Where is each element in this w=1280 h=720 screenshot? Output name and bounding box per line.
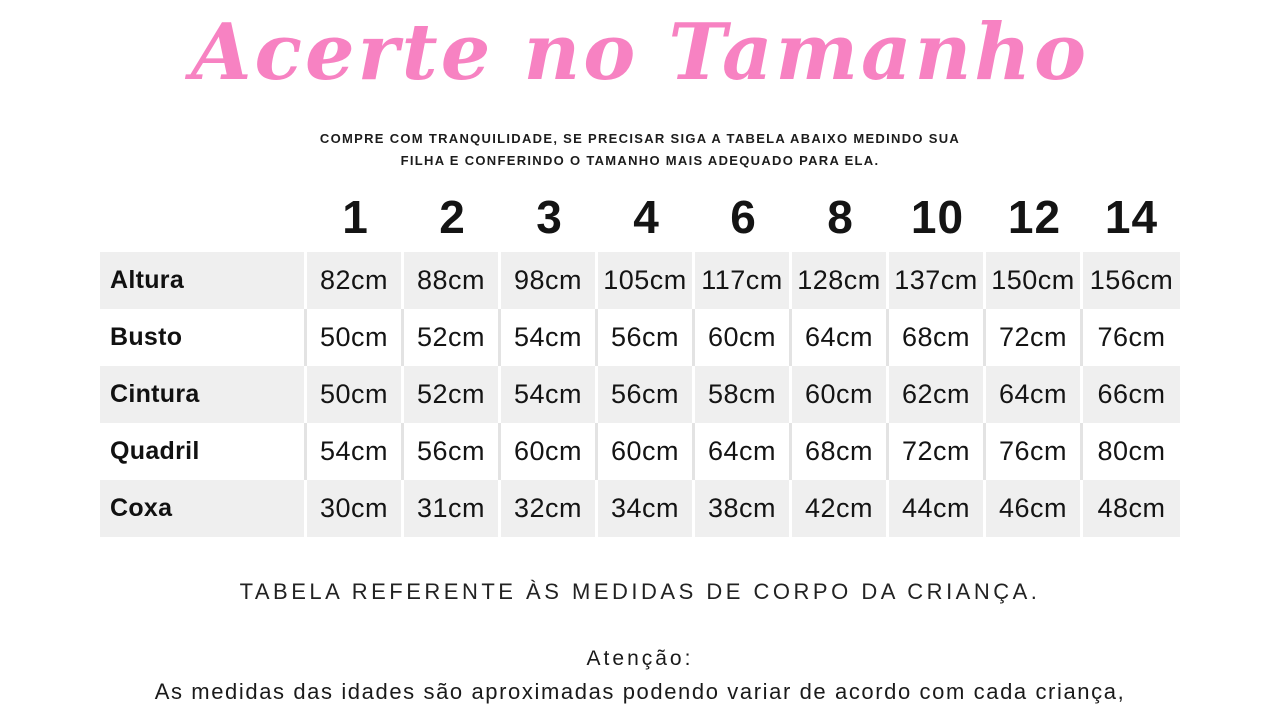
size-column-header: 10: [910, 190, 965, 243]
size-column-header: 8: [827, 190, 854, 243]
measurement-value: 80cm: [1083, 423, 1180, 480]
measurement-value: 52cm: [404, 366, 501, 423]
measurement-value: 34cm: [598, 480, 695, 537]
attention-text: As medidas das idades são aproximadas podendo variar de acordo com cada criança,: [154, 678, 1126, 704]
size-column-header: 2: [439, 190, 466, 243]
measurement-value: 66cm: [1083, 366, 1180, 423]
measurement-value: 156cm: [1083, 252, 1180, 309]
measurement-label: Quadril: [100, 423, 307, 480]
measurement-value: 46cm: [986, 480, 1083, 537]
measurement-value: 60cm: [695, 309, 792, 366]
size-column-header: 4: [633, 190, 660, 243]
measurement-value: 64cm: [695, 423, 792, 480]
measurement-value: 60cm: [792, 366, 889, 423]
measurement-value: 56cm: [598, 366, 695, 423]
measurement-label: Coxa: [100, 480, 307, 537]
measurements-table: [0, 252, 1280, 537]
measurement-value: 62cm: [889, 366, 986, 423]
measurement-value: 60cm: [501, 423, 598, 480]
measurement-value: 58cm: [695, 366, 792, 423]
size-column-header: 14: [1104, 190, 1159, 243]
size-column-header: 1: [342, 190, 369, 243]
measurement-value: 56cm: [598, 309, 695, 366]
measurement-value: 72cm: [986, 309, 1083, 366]
measurement-value: 50cm: [307, 366, 404, 423]
measurement-value: 38cm: [695, 480, 792, 537]
size-column-header: 12: [1007, 190, 1062, 243]
measurement-value: 150cm: [986, 252, 1083, 309]
size-guide-page: [0, 8, 1280, 705]
measurement-value: 31cm: [404, 480, 501, 537]
size-column-header: 3: [536, 190, 563, 243]
measurement-value: 72cm: [889, 423, 986, 480]
table-row: [100, 309, 1180, 366]
measurement-value: 128cm: [792, 252, 889, 309]
measurement-value: 52cm: [404, 309, 501, 366]
subtitle: [0, 128, 1280, 172]
table-note: TABELA REFERENTE ÀS MEDIDAS DE CORPO DA CRIANÇA.: [239, 578, 1041, 604]
measurement-value: 30cm: [307, 480, 404, 537]
table-row: [100, 480, 1180, 537]
measurement-value: 98cm: [501, 252, 598, 309]
subtitle-line-1: COMPRE COM TRANQUILIDADE, SE PRECISAR SIGA A TABELA ABAIXO MEDINDO SUA: [319, 130, 961, 146]
table-row: [100, 423, 1180, 480]
attention-label: Atenção:: [586, 646, 694, 670]
measurement-value: 82cm: [307, 252, 404, 309]
measurement-value: 56cm: [404, 423, 501, 480]
table-row: [100, 366, 1180, 423]
measurement-label: Cintura: [100, 366, 307, 423]
size-header-row: [100, 190, 1180, 252]
size-column-header: 6: [730, 190, 757, 243]
measurement-value: 32cm: [501, 480, 598, 537]
measurement-value: 76cm: [986, 423, 1083, 480]
table-corner: [100, 190, 307, 252]
measurement-value: 60cm: [598, 423, 695, 480]
measurement-value: 42cm: [792, 480, 889, 537]
measurement-label: Altura: [100, 252, 307, 309]
measurement-value: 64cm: [986, 366, 1083, 423]
measurement-value: 137cm: [889, 252, 986, 309]
table-row: [100, 252, 1180, 309]
measurement-value: 64cm: [792, 309, 889, 366]
measurement-value: 105cm: [598, 252, 695, 309]
measurement-value: 76cm: [1083, 309, 1180, 366]
measurement-value: 54cm: [501, 309, 598, 366]
measurement-value: 48cm: [1083, 480, 1180, 537]
subtitle-line-2: FILHA E CONFERINDO O TAMANHO MAIS ADEQUADO PARA ELA.: [400, 152, 880, 168]
measurement-value: 88cm: [404, 252, 501, 309]
measurement-value: 68cm: [792, 423, 889, 480]
measurement-value: 68cm: [889, 309, 986, 366]
measurement-value: 44cm: [889, 480, 986, 537]
measurement-value: 50cm: [307, 309, 404, 366]
measurement-label: Busto: [100, 309, 307, 366]
measurement-value: 117cm: [695, 252, 792, 309]
measurement-value: 54cm: [307, 423, 404, 480]
measurement-value: 54cm: [501, 366, 598, 423]
page-title: Acerte no Tamanho: [190, 7, 1090, 98]
